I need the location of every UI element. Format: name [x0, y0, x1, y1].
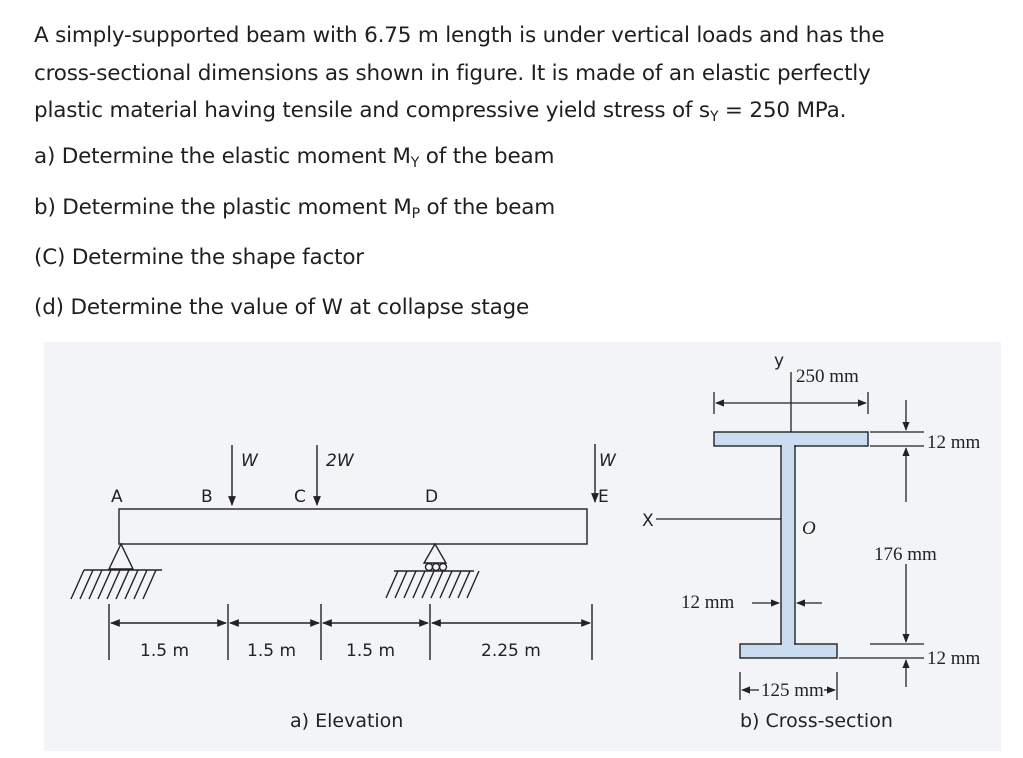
span-label-3: 1.5 m — [346, 641, 395, 661]
point-label-a: A — [111, 487, 123, 507]
section-caption: b) Cross-section — [740, 710, 893, 732]
label-flange-width: 250 mm — [796, 366, 859, 387]
roller-support-d — [424, 544, 446, 563]
beam — [119, 509, 587, 544]
problem-line-3: plastic material having tensile and compressive yield stress of sY = 250 MPa. — [34, 98, 847, 125]
bottom-flange — [740, 644, 837, 658]
question-c: (C) Determine the shape factor — [34, 245, 364, 270]
ground-hatch-a — [71, 570, 156, 599]
problem-line-1: A simply-supported beam with 6.75 m length is under vertical loads and has the — [34, 23, 885, 48]
label-web-height: 176 mm — [874, 544, 937, 565]
question-a: a) Determine the elastic moment MY of the beam — [34, 144, 555, 171]
point-label-b: B — [201, 487, 213, 507]
web — [781, 446, 795, 644]
point-label-c: C — [294, 487, 306, 507]
label-bottom-flange: 12 mm — [927, 648, 981, 669]
pin-support-a — [109, 544, 133, 569]
problem-line-2: cross-sectional dimensions as shown in figure. It is made of an elastic perfectly — [34, 60, 871, 86]
cross-section-diagram — [642, 351, 981, 732]
span-label-2: 1.5 m — [247, 641, 296, 661]
point-label-e: E — [598, 487, 609, 507]
span-label-4: 2.25 m — [481, 641, 541, 661]
axis-label-x: X — [642, 511, 654, 531]
load-label-w-e: W — [599, 451, 616, 471]
span-label-1: 1.5 m — [140, 641, 189, 661]
figure-svg — [44, 342, 1001, 751]
figure-panel — [44, 342, 1001, 751]
point-label-d: D — [425, 487, 439, 507]
axis-label-y: y — [774, 351, 785, 371]
elevation-caption: a) Elevation — [290, 710, 404, 732]
label-web-thickness: 12 mm — [681, 592, 735, 613]
ground-hatch-d — [386, 571, 479, 598]
load-label-w: W — [241, 451, 258, 471]
top-flange — [714, 432, 868, 446]
label-bottom-width: 125 mm — [761, 680, 824, 701]
question-b: b) Determine the plastic moment MP of the beam — [34, 195, 556, 222]
label-top-flange: 12 mm — [927, 432, 981, 453]
question-d: (d) Determine the value of W at collapse stage — [34, 295, 530, 320]
load-label-2w: 2W — [326, 451, 354, 471]
problem-statement — [34, 17, 884, 133]
elevation-diagram — [71, 444, 595, 660]
origin-label: O — [802, 518, 816, 539]
